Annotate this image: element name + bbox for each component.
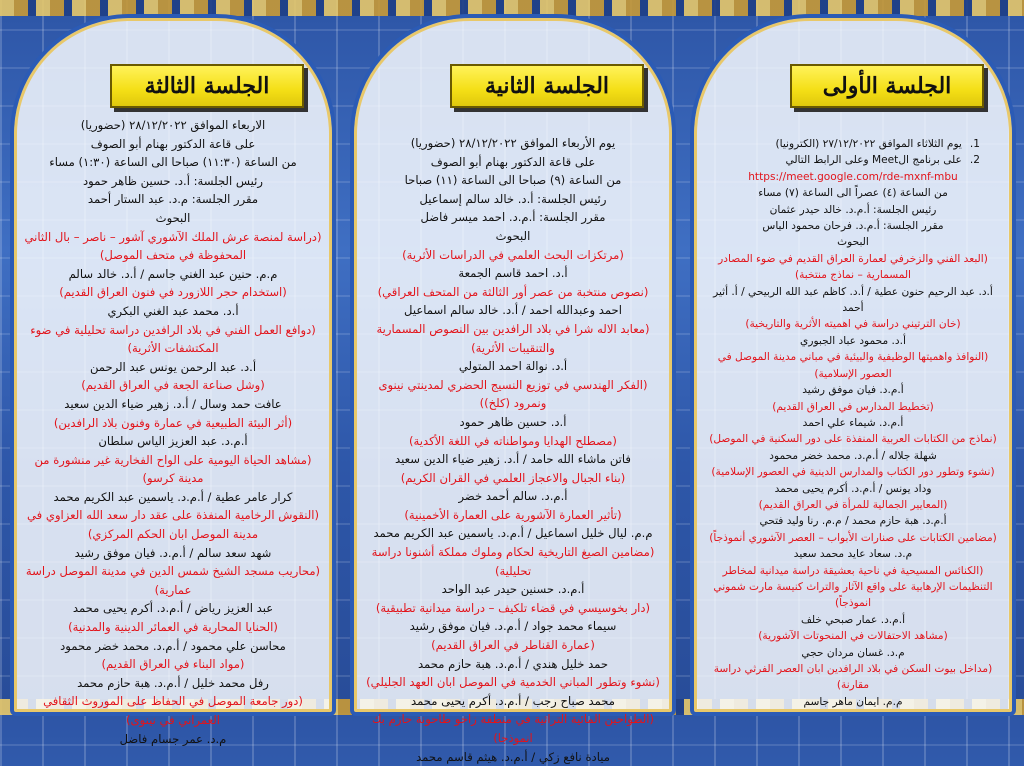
session-2-panel (350, 14, 676, 764)
info-line: أ.م.د. هبة حازم محمد / م.م. رنا وليد فتحي (759, 515, 947, 528)
session-3-panel (10, 14, 336, 746)
paper-title: (النوافذ واهميتها الوظيفية والبيئية في مباني مدينة الموصل في العصور الإسلامية) (717, 351, 989, 380)
paper-title: (نشوء وتطور المباني الخدمية في الموصل ابان العهد الجليلي) (366, 675, 660, 690)
paper-title: (مشاهد الحياة اليومية على الواح الفخارية غير منشورة من مدينة كرسو) (34, 452, 312, 486)
paper-title: (مشاهد الاحتفالات في المنحوتات الآشورية) (758, 630, 948, 643)
info-line: البحوث (495, 228, 531, 243)
session-2-content (364, 134, 662, 766)
paper-title: (البعد الفني والزخرفي لعمارة العراق القديم في ضوء المصادر المسمارية – نماذج منتخبة) (718, 252, 988, 282)
info-line: على قاعة الدكتور بهنام أبو الصوف (90, 136, 256, 151)
paper-title: (دور جامعة الموصل في الحفاظ على الموروث الثقافي العمراني في نينوى) (43, 694, 303, 727)
info-line: رفل محمد خليل / أ.م.د. هبة حازم محمد (77, 675, 269, 690)
info-line: م.د. عمر جسام فاضل (119, 731, 227, 746)
info-line: أ.م.د. شيماء علي احمد (802, 416, 904, 429)
info-line: حمد خليل هندي / أ.م.د. هبة حازم محمد (417, 656, 609, 671)
info-line: أ.د. احمد قاسم الجمعة (458, 266, 568, 281)
info-line: رئيس الجلسة: أ.م.د. خالد حيدر عثمان (769, 203, 937, 216)
paper-title: (الكنائس المسيحية في ناحية بعشيقة دراسة ميدانية لمخاطر التنظيمات الإرهابية على واقع الآثار والتراث كنيسة مارت شموني انموذجاً) (713, 564, 993, 610)
info-line: كرار عامر عطية / أ.م.د. ياسمين عبد الكريم محمد (53, 489, 293, 504)
paper-title: (دراسة لمنصة عرش الملك الآشوري آشور – ناصر – بال الثاني المحفوظة في متحف الموصل) (24, 229, 322, 263)
info-line: وداد يونس / أ.م.د. أكرم يحيى محمد (774, 482, 932, 495)
session-2-title: الجلسة الثانية (484, 73, 610, 99)
info-line: شهد سعد سالم / أ.م.د. فيان موفق رشيد (74, 545, 272, 560)
numbered-line-text: يوم الثلاثاء الموافق ٢٧/١٢/٢٠٢٢ (الكترونيا) (775, 138, 962, 150)
info-line: شهلة جلاله / أ.م.د. محمد خضر محمود (769, 449, 937, 462)
info-line: م.م. ايمان ماهر جاسم (803, 695, 903, 708)
paper-title: (مضامين الصيغ التاريخية لحكام وملوك مملكة أشنونا دراسة تحليلية) (371, 545, 655, 578)
info-line: ميادة نافع زكي / أ.م.د. هيثم قاسم محمد (416, 749, 610, 764)
info-line: م.م. حنين عبد الغني جاسم / أ.د. خالد سالم (68, 266, 278, 281)
info-line: محمد صباح رجب / أ.م.د. أكرم يحيى محمد (411, 693, 615, 708)
line-number: 1. (969, 138, 980, 150)
info-line: مقرر الجلسة: م.د. عبد الستار أحمد (87, 192, 259, 207)
paper-title: (الفكر الهندسي في توزيع النسيج الحضري لمدينتي نينوى ونمرود (كلخ)) (378, 377, 648, 411)
paper-title: (دوافع العمل الفني في بلاد الرافدين دراسة تحليلية في ضوء المكتشفات الأثرية) (30, 322, 316, 356)
paper-title: (المعايير الجمالية للمرأة في العراق القديم) (758, 498, 948, 511)
paper-title: (أثر البيئة الطبيعية في عمارة وفنون بلاد الرافدين) (53, 415, 293, 430)
paper-title: (عمارة القناطر في العراق القديم) (431, 638, 595, 653)
info-line: مقرر الجلسة: أ.م.د. فرحان محمود الياس (762, 220, 944, 233)
info-line: الاربعاء الموافق ٢٨/١٢/٢٠٢٢ (حضوريا) (80, 118, 266, 132)
paper-title: (نصوص منتخبة من عصر أور الثالثة من المتحف العراقي) (377, 284, 649, 299)
info-line: رئيس الجلسة: أ.د. حسين ظاهر حمود (83, 173, 263, 188)
info-line: م.د. سعاد عايد محمد سعيد (793, 548, 913, 561)
info-line: أ.م.د. حسنين حيدر عبد الواحد (441, 582, 585, 597)
info-line: م.م. ليال خليل اسماعيل / أ.م.د. ياسمين عبد الكريم محمد (373, 526, 653, 541)
info-line: سيماء محمد جواد / أ.م.د. فيان موفق رشيد (409, 619, 617, 634)
paper-title: https://meet.google.com/rde-mxnf-mbu (748, 170, 958, 183)
info-line: م.د. غسان مردان حجي (801, 646, 905, 659)
paper-title: (مداخل بيوت السكن في بلاد الرافدين ابان العصر الفرثي دراسة مقارنة) (713, 663, 993, 692)
info-line: أ.م.د. فيان موفق رشيد (802, 384, 904, 397)
info-line: عبد العزيز رياض / أ.م.د. أكرم يحيى محمد (72, 601, 274, 616)
paper-title: (دار بخوسيسي في قضاء تلكيف – دراسة ميدانية تطبيقية) (375, 600, 651, 615)
paper-title: (النقوش الرخامية المنفذة على عقد دار سعد الله العزاوي في مدينة الموصل ابان الحكم المركزي) (26, 508, 320, 542)
paper-title: (تخطيط المدارس في العراق القديم) (772, 400, 934, 413)
paper-title: (الطواحين المائية التراثية في منطقة زاخو طاحونة حازم بك انموذجا) (371, 712, 655, 745)
info-line: أ.د. عبد الرحيم حنون عطية / أ.د. كاظم عبد الله الربيحي / أ. أثير أحمد (713, 285, 993, 315)
info-line: مقرر الجلسة: أ.م.د. احمد ميسر فاضل (420, 210, 606, 225)
paper-title: (مرتكزات البحث العلمي في الدراسات الأثرية) (402, 247, 624, 262)
paper-title: (محاريب مسجد الشيخ شمس الدين في مدينة الموصل دراسة عمارية) (25, 564, 321, 597)
paper-title: (نشوء وتطور دور الكتاب والمدارس الدينية في العصور الإسلامية) (711, 466, 995, 479)
paper-title: (نماذج من الكتابات العربية المنفذة على دور السكنية في الموصل) (709, 433, 997, 446)
paper-title: (بناء الجبال والاعجاز العلمي في القران الكريم) (400, 470, 626, 485)
paper-title: (تأثير العمارة الآشورية على العمارة الأخمينية) (404, 507, 622, 522)
info-line: البحوث (837, 236, 869, 249)
line-number: 2. (969, 154, 980, 167)
session-3-title: الجلسة الثالثة (144, 73, 270, 99)
session-1-title: الجلسة الأولى (822, 73, 952, 99)
info-line: أ.د. عبد الرحمن يونس عبد الرحمن (89, 359, 257, 374)
info-line: أ.د. حسين ظاهر حمود (459, 414, 567, 429)
info-line: احمد وعبدالله احمد / أ.د. خالد سالم اسماعيل (404, 303, 622, 318)
info-line: البحوث (155, 210, 191, 225)
info-line: يوم الأربعاء الموافق ٢٨/١٢/٢٠٢٢ (حضوريا) (410, 136, 616, 150)
info-line: من الساعة (٩) صباحا الى الساعة (١١) صباحا (404, 173, 622, 188)
info-line: أ.د. نوالة احمد المتولي (458, 359, 568, 374)
info-line: أ.د. محمد عبد الغني البكري (107, 303, 239, 318)
paper-title: (استخدام حجر اللازورد في فنون العراق القديم) (59, 285, 287, 300)
paper-title: (خان الترتيني دراسة في اهميته الأثرية والتاريخية) (745, 318, 961, 331)
info-line: محاسن علي محمود / أ.م.د. محمد خضر محمود (60, 638, 286, 653)
paper-title: (مصطلح الهدايا ومواطناته في اللغة الأكدية) (409, 433, 617, 448)
info-line: أ.م.د. سالم أحمد خضر (458, 489, 568, 504)
info-line: أ.د. محمود عباد الجبوري (800, 334, 906, 347)
paper-title: (مواد البناء في العراق القديم) (101, 657, 245, 672)
info-line: أ.م.د. عبد العزيز الياس سلطان (98, 434, 248, 449)
numbered-line (704, 136, 1002, 152)
session-2-title-box (450, 64, 644, 108)
numbered-line (704, 152, 1002, 168)
session-1-content (704, 136, 1002, 710)
info-line: فاتن ماشاء الله حامد / أ.د. زهير ضياء الدين سعيد (395, 452, 631, 467)
paper-title: (مضامين الكتابات على صنارات الأبواب – العصر الآشوري أنموذجاً) (709, 531, 997, 544)
session-3-content (24, 116, 322, 748)
info-line: رئيس الجلسة: أ.د. خالد سالم إسماعيل (419, 191, 607, 206)
info-line: على قاعة الدكتور بهنام أبو الصوف (430, 154, 596, 169)
paper-title: (وشل صناعة الجعة في العراق القديم) (81, 378, 265, 393)
paper-title: (الحنايا المحارية في العمائر الدينية والمدنية) (68, 620, 278, 635)
session-1-title-box (790, 64, 984, 108)
info-line: من الساعة (٤) عصراً الى الساعة (٧) مساء (758, 187, 948, 200)
info-line: أ.م.د. عمار صبحي خلف (800, 613, 906, 626)
session-3-title-box (110, 64, 304, 108)
paper-title: (معابد الاله شرا في بلاد الرافدين بين النصوص المسمارية والتنقيبات الأثرية) (376, 321, 650, 355)
info-line: عافت حمد وسال / أ.د. زهير ضياء الدين سعيد (64, 396, 282, 411)
numbered-line-text: على برنامج الMeet وعلى الرابط التالي (785, 154, 962, 167)
info-line: من الساعة (١١:٣٠) صباحا الى الساعة (١:٣٠) مساء (49, 155, 297, 170)
session-1-panel (690, 14, 1016, 716)
